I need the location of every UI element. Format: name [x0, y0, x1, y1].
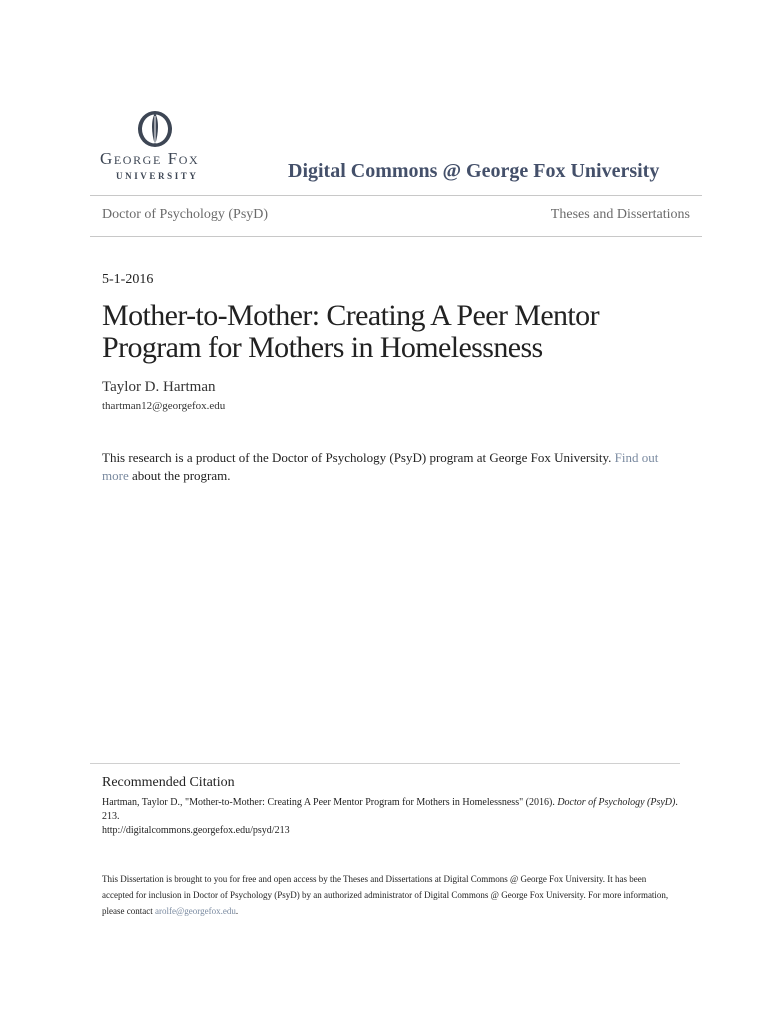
footer-text: This Dissertation is brought to you for free and open access by the Theses and Dissertations at Digital Commons @ George Fox University. It has been accepted for inclusion in Doctor of Psychology (PsyD) by an authorized administrator of Digital Commons @ George Fox University. For more information, please contact: [102, 874, 669, 916]
find-out-more-link[interactable]: Find out more: [102, 450, 659, 483]
citation-journal: Doctor of Psychology (PsyD): [557, 797, 676, 808]
product-text: This research is a product of the Doctor of Psychology (PsyD) program at George Fox University.: [102, 450, 615, 465]
product-statement: [102, 449, 662, 485]
george-fox-logo[interactable]: [100, 110, 220, 185]
author-name[interactable]: Taylor D. Hartman: [102, 379, 216, 395]
access-statement: [102, 871, 677, 919]
paper-title: [102, 300, 662, 364]
divider: [90, 763, 680, 764]
citation-url[interactable]: http://digitalcommons.georgefox.edu/psyd/213: [102, 825, 290, 836]
title-line-2: Program for Mothers in Homelessness: [102, 331, 543, 364]
citation-text: [102, 796, 682, 838]
collection-link[interactable]: Theses and Dissertations: [550, 207, 690, 222]
citation-body: Hartman, Taylor D., "Mother-to-Mother: Creating A Peer Mentor Program for Mothers in Homelessness" (2016).: [102, 797, 558, 808]
recommended-citation-heading: Recommended Citation: [102, 775, 235, 790]
divider: [90, 236, 702, 237]
divider: [90, 195, 702, 196]
quill-emblem-icon: [136, 110, 174, 148]
citation-number: . 213.: [102, 797, 678, 822]
site-title[interactable]: Digital Commons @ George Fox University: [288, 160, 660, 182]
contact-email-link[interactable]: arolfe@georgefox.edu: [154, 906, 236, 916]
publication-date: 5-1-2016: [102, 272, 154, 287]
logo-subtitle: UNIVERSITY: [116, 171, 199, 181]
program-link[interactable]: Doctor of Psychology (PsyD): [102, 207, 269, 222]
footer-end: .: [235, 906, 239, 916]
logo-name: George Fox: [100, 149, 200, 168]
author-email: thartman12@georgefox.edu: [102, 400, 226, 412]
product-text-end: about the program.: [128, 468, 231, 483]
title-line-1: Mother-to-Mother: Creating A Peer Mentor: [102, 299, 599, 332]
